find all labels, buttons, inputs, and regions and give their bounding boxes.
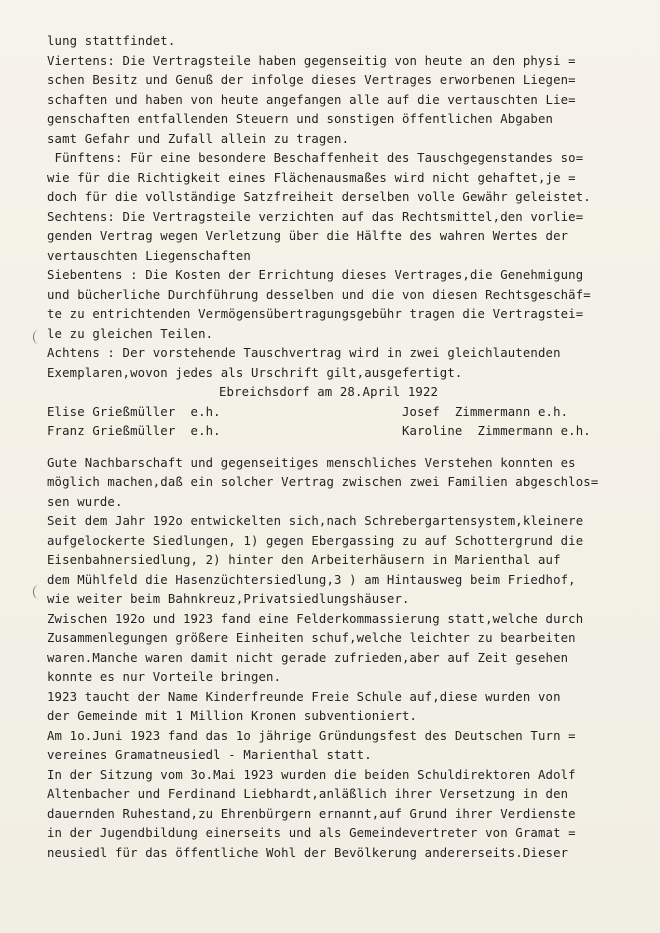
text-line: und bücherliche Durchführung desselben und die von diesen Rechtsgeschäf= [47, 287, 591, 302]
text-line: genden Vertrag wegen Verletzung über die Hälfte des wahren Wertes der [47, 229, 569, 243]
text-line: Achtens : Der vorstehende Tauschvertrag wird in zwei gleichlautenden [47, 346, 561, 360]
text-line: Am 1o.Juni 1923 fand das 1o jährige Gründungsfest des Deutschen Turn = [47, 728, 576, 743]
signature-row [47, 422, 637, 442]
text-line: der Gemeinde mit 1 Million Kronen subventioniert. [47, 709, 418, 723]
text-line: aufgelockerte Siedlungen, 1) gegen Ebergassing zu auf Schottergrund die [47, 533, 584, 548]
text-line: Exemplaren,wovon jedes als Urschrift gilt,ausgefertigt. [47, 365, 463, 380]
text-line: samt Gefahr und Zufall allein zu tragen. [47, 131, 350, 146]
text-line: dem Mühlfeld die Hasenzüchtersiedlung,3 ) am Hintausweg beim Friedhof, [47, 572, 576, 587]
text-line: waren.Manche waren damit nicht gerade zufrieden,aber auf Zeit gesehen [47, 650, 569, 665]
text-line: schaften und haben von heute angefangen alle auf die vertauschten Lie= [47, 92, 576, 107]
text-line: 1923 taucht der Name Kinderfreunde Freie Schule auf,diese wurden von [47, 689, 561, 704]
text-line: Gute Nachbarschaft und gegenseitiges menschliches Verstehen konnten es [47, 455, 576, 470]
text-line: schen Besitz und Genuß der infolge dieses Vertrages erworbenen Liegen= [47, 73, 576, 87]
text-line: Zusammenlegungen größere Einheiten schuf,welche leichter zu bearbeiten [47, 631, 576, 645]
text-line: le zu gleichen Teilen. [47, 326, 214, 341]
text-line: In der Sitzung vom 3o.Mai 1923 wurden die beiden Schuldirektoren Adolf [47, 767, 576, 782]
text-line: doch für die vollständige Satzfreiheit derselben volle Gewähr geleistet. [47, 190, 591, 204]
text-line: wie für die Richtigkeit eines Flächenausmaßes wird nicht gehaftet,je = [47, 170, 576, 185]
date-line: Ebreichsdorf am 28.April 1922 [219, 385, 439, 399]
punch-hole-mark [33, 585, 44, 599]
signature-left: Elise Grießmüller e.h. [47, 404, 221, 419]
text-line: in der Jugendbildung einerseits und als Gemeindevertreter von Gramat = [47, 826, 576, 840]
text-line: neusiedl für das öffentliche Wohl der Bevölkerung andererseits.Dieser [47, 845, 569, 860]
text-line: sen wurde. [47, 494, 123, 509]
signature-right: Josef Zimmermann e.h. [402, 404, 569, 419]
text-line: Zwischen 192o und 1923 fand eine Felderkommassierung statt,welche durch [47, 611, 584, 626]
text-line: Fünftens: Für eine besondere Beschaffenheit des Tauschgegenstandes so= [47, 151, 584, 165]
text-line: Siebentens : Die Kosten der Errichtung dieses Vertrages,die Genehmigung [47, 268, 584, 282]
text-line: lung stattfindet. [47, 34, 176, 48]
text-line: genschaften entfallenden Steuern und sonstigen öffentlichen Abgaben [47, 112, 554, 126]
text-line: te zu entrichtenden Vermögensübertragungsgebühr tragen die Vertragstei= [47, 307, 584, 321]
paragraph-gap [47, 442, 637, 454]
signature-left: Franz Grießmüller e.h. [47, 424, 221, 438]
text-line: Altenbacher und Ferdinand Liebhardt,anläßlich ihrer Versetzung in den [47, 787, 569, 801]
text-line: Seit dem Jahr 192o entwickelten sich,nach Schrebergartensystem,kleinere [47, 514, 584, 528]
text-line: konnte es nur Vorteile bringen. [47, 670, 282, 684]
text-line: Eisenbahnersiedlung, 2) hinter den Arbeiterhäusern in Marienthal auf [47, 553, 561, 567]
text-line: vertauschten Liegenschaften [47, 248, 251, 263]
text-line: wie weiter beim Bahnkreuz,Privatsiedlungshäuser. [47, 592, 410, 606]
text-line: Viertens: Die Vertragsteile haben gegenseitig von heute an den physi = [47, 53, 576, 68]
text-line: Sechtens: Die Vertragsteile verzichten auf das Rechtsmittel,den vorlie= [47, 209, 584, 224]
punch-hole-mark [33, 330, 44, 344]
text-line: möglich machen,daß ein solcher Vertrag zwischen zwei Familien abgeschlos= [47, 475, 599, 489]
signature-row [47, 403, 637, 423]
text-line: vereines Gramatneusiedl - Marienthal statt. [47, 748, 372, 762]
signature-right: Karoline Zimmermann e.h. [402, 424, 591, 438]
document-body [47, 32, 637, 863]
text-line: dauernden Ruhestand,zu Ehrenbürgern ernannt,auf Grund ihrer Verdienste [47, 806, 576, 821]
